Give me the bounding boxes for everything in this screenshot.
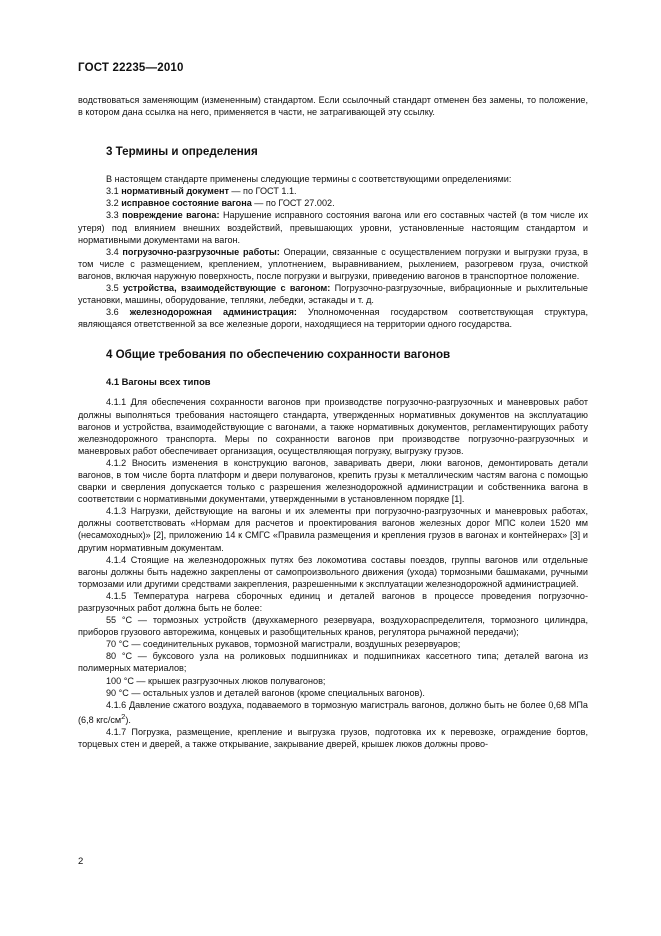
term-3-3 (78, 209, 588, 245)
term-name: нормативный документ (121, 186, 229, 197)
paragraph-4-1-5: 4.1.5 Температура нагрева сборочных единиц и деталей вагонов в процессе проведения погрузочно-разгрузочных работ должна быть не более: (78, 590, 588, 613)
term-number: 3.6 (106, 307, 119, 318)
paragraph-4-1-3: 4.1.3 Нагрузки, действующие на вагоны и их элементы при погрузочно-разгрузочных и маневровых работах, должны соответствовать «Нормам для расчетов и проектирования вагонов железных дорог МПС колеи 1520 мм (несамоходных)» [2], приложению 14 к СМГС «Правила размещения и крепления грузов в вагонах и контейнерах» [3] и другим нормативным документам. (78, 506, 588, 553)
paragraph-4-1-2: 4.1.2 Вносить изменения в конструкцию вагонов, заваривать двери, люки вагонов, демонтировать детали вагонов, в том числе борта платформ и двери полувагонов, крепить грузы к металлическим частям вагона с помощью сварки и сверления допускается только с разрешения железнодорожной администрации и собственника вагона в соответствии с нормативными документами, утвержденными в установленном порядке [1]. (78, 457, 588, 505)
temperature-item-55: 55 °С — тормозных устройств (двухкамерного резервуара, воздухораспределителя, тормозного цилиндра, приборов грузового авторежима, концевых и разобщительных кранов, регулятора рычажной передачи); (78, 615, 588, 638)
paragraph-4-1-1: 4.1.1 Для обеспечения сохранности вагонов при производстве погрузочно-разгрузочных и маневровых работ должны выполняться требования настоящего стандарта, утвержденных нормативных документов на эксплуатацию вагонов и устройства, взаимодействующие с вагонами, а также нормативных документов, регламентирующих работу железнодорожного транспорта. Меры по сохранности вагонов при производстве погрузочно-разгрузочных и маневровых работ обеспечивает организация, осуществляющая погрузку, выгрузку грузов. (78, 397, 588, 456)
term-name: погрузочно-разгрузочные работы: (122, 246, 280, 257)
superscript-2: 2 (121, 711, 126, 721)
section-3-intro: В настоящем стандарте применены следующие термины с соответствующими определениями: (106, 174, 512, 185)
term-number: 3.3 (106, 210, 119, 221)
term-3-6 (78, 306, 588, 330)
term-3-1 (78, 185, 588, 197)
paragraph-4-1-6-text: 4.1.6 Давление сжатого воздуха, подаваемого в тормозную магистраль вагонов, должно быть не более 0,68 МПа (6,8 кгс/см (78, 699, 588, 725)
term-definition: — по ГОСТ 27.002. (251, 198, 335, 209)
term-number: 3.2 (106, 198, 119, 209)
term-3-5 (78, 282, 588, 306)
term-name: исправное состояние вагона (121, 198, 252, 209)
term-number: 3.1 (106, 186, 119, 197)
temperature-item-70: 70 °С — соединительных рукавов, тормозной магистрали, воздушных резервуаров; (106, 639, 461, 650)
term-3-2 (78, 197, 588, 209)
paragraph-4-1-6 (78, 699, 588, 726)
temperature-item-90: 90 °С — остальных узлов и деталей вагонов (кроме специальных вагонов). (106, 687, 425, 698)
temperature-item-80: 80 °С — буксового узла на роликовых подшипниках и подшипниках кассетного типа; деталей вагона из полимерных материалов; (78, 651, 588, 674)
section-4-heading: 4 Общие требования по обеспечению сохранности вагонов (106, 348, 451, 362)
intro-continuation: водствоваться заменяющим (измененным) стандартом. Если ссылочный стандарт отменен без замены, то положение, в котором дана ссылка на него, применяется в части, не затрагивающей эту ссылку. (78, 95, 588, 118)
paragraph-4-1-4: 4.1.4 Стоящие на железнодорожных путях без локомотива составы поездов, группы вагонов или отдельные вагоны должны быть надежно закреплены от самопроизвольного движения (ухода) тормозными башмаками, ручными тормозами или другими средствами закрепления, разрешенными к эксплуатации железнодорожной администрацией. (78, 554, 588, 589)
document-body (78, 94, 588, 750)
term-number: 3.5 (106, 283, 119, 294)
term-definition: — по ГОСТ 1.1. (228, 186, 297, 197)
paragraph-4-1-7: 4.1.7 Погрузка, размещение, крепление и выгрузка грузов, подготовка их к перевозке, ограждение бортов, торцевых стен и дверей, а также открывание, закрывание дверей, крышек люков должны прово- (78, 726, 588, 750)
term-name: железнодорожная администрация: (129, 307, 297, 318)
section-3-heading: 3 Термины и определения (106, 145, 258, 159)
paragraph-4-1-6-end: ). (125, 714, 131, 725)
term-name: повреждение вагона: (122, 210, 220, 221)
term-3-4 (78, 246, 588, 282)
subsection-4-1-heading: 4.1 Вагоны всех типов (106, 376, 211, 388)
temperature-item-100: 100 °С — крышек разгрузочных люков полувагонов; (106, 675, 326, 686)
document-header: ГОСТ 22235—2010 (78, 62, 184, 74)
term-definition: Нарушение исправного состояния вагона или его составных частей (в том числе их утеря) под влиянием внешних воздействий, превышающих уровни, установленные настоящим стандартом и нормативными документами на вагон. (78, 210, 588, 245)
page-number: 2 (78, 856, 84, 867)
term-definition: Уполномоченная государством соответствующая структура, являющаяся ответственной за все железные дороги, находящиеся на территории одного государства. (78, 307, 588, 330)
term-name: устройства, взаимодействующие с вагоном: (123, 283, 331, 294)
term-number: 3.4 (106, 246, 119, 257)
term-definition: Операции, связанные с осуществлением погрузки и выгрузки груза, в том числе с размещением, креплением, уплотнением, выравниванием, рыхлением, разогревом груза, очисткой вагонов, включая наружную поверхность, после погрузки и выгрузки, приведению вагонов в транспортное положение. (78, 246, 588, 281)
term-definition: Погрузочно-разгрузочные, вибрационные и рыхлительные установки, машины, оборудование, тепляки, лебедки, эстакады и т. д. (78, 283, 588, 306)
